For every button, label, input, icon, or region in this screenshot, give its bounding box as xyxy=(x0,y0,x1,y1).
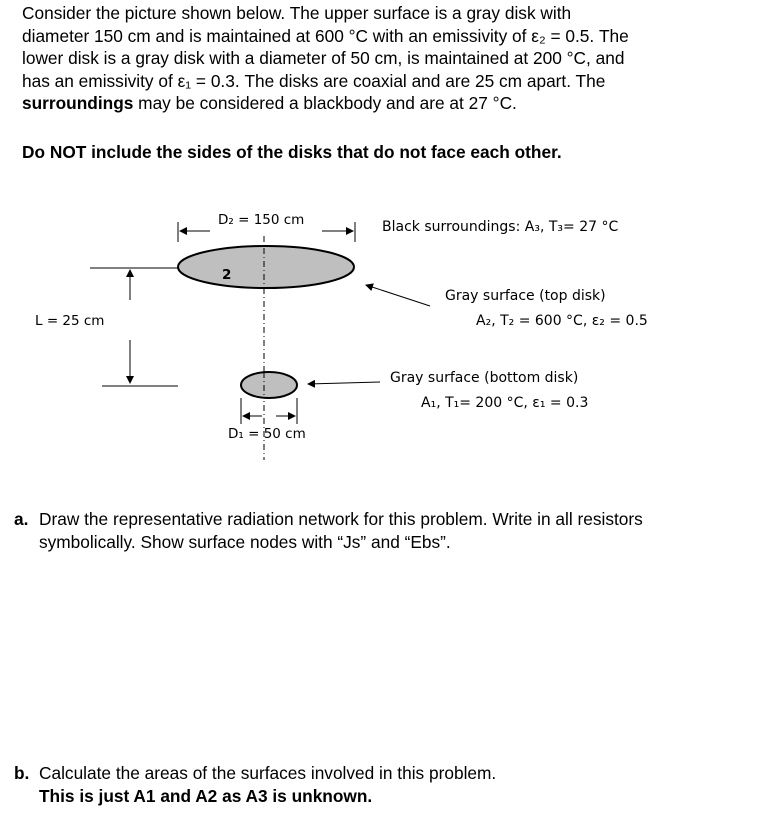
question-b-label: b. xyxy=(14,763,30,783)
top-disk-title: Gray surface (top disk) xyxy=(445,288,606,304)
statement-line-3: lower disk is a gray disk with a diameter of 50 cm, is maintained at 200 °C, and xyxy=(22,48,625,68)
top-disk-number: 2 xyxy=(222,267,232,283)
question-b-line-1: Calculate the areas of the surfaces involved in this problem. xyxy=(39,763,497,783)
figure-drawing xyxy=(0,200,767,460)
question-a-label: a. xyxy=(14,509,29,529)
d1-label: D₁ = 50 cm xyxy=(228,426,306,442)
statement-line-1: Consider the picture shown below. The upper surface is a gray disk with xyxy=(22,3,572,23)
top-disk-leader xyxy=(366,285,430,306)
surroundings-term: surroundings xyxy=(22,93,134,113)
bottom-disk-props: A₁, T₁= 200 °C, ε₁ = 0.3 xyxy=(421,395,589,411)
question-a xyxy=(14,508,643,553)
statement-line-5-rest: may be considered a blackbody and are at 27 °C. xyxy=(133,93,517,113)
d2-label: D₂ = 150 cm xyxy=(218,212,305,228)
bottom-disk xyxy=(241,372,297,398)
top-disk-props: A₂, T₂ = 600 °C, ε₂ = 0.5 xyxy=(476,313,648,329)
statement-line-4: has an emissivity of ε₁ = 0.3. The disks are coaxial and are 25 cm apart. The xyxy=(22,70,606,91)
surroundings-label: Black surroundings: A₃, T₃= 27 °C xyxy=(382,219,619,235)
problem-statement xyxy=(22,2,752,115)
top-disk xyxy=(178,246,354,288)
statement-line-5 xyxy=(22,92,752,115)
question-a-line-1: Draw the representative radiation network for this problem. Write in all resistors xyxy=(39,509,643,529)
statement-line-2: diameter 150 cm and is maintained at 600 °C with an emissivity of ε₂ = 0.5. The xyxy=(22,25,629,46)
bottom-disk-leader xyxy=(308,382,380,384)
question-b xyxy=(14,762,496,807)
instruction-note: Do NOT include the sides of the disks that do not face each other. xyxy=(22,142,562,162)
bottom-disk-title: Gray surface (bottom disk) xyxy=(390,370,579,386)
question-a-line-2: symbolically. Show surface nodes with “Js” and “Ebs”. xyxy=(39,531,451,552)
question-b-line-2: This is just A1 and A2 as A3 is unknown. xyxy=(39,785,373,806)
l-label: L = 25 cm xyxy=(35,313,105,329)
disk-figure xyxy=(0,200,767,460)
